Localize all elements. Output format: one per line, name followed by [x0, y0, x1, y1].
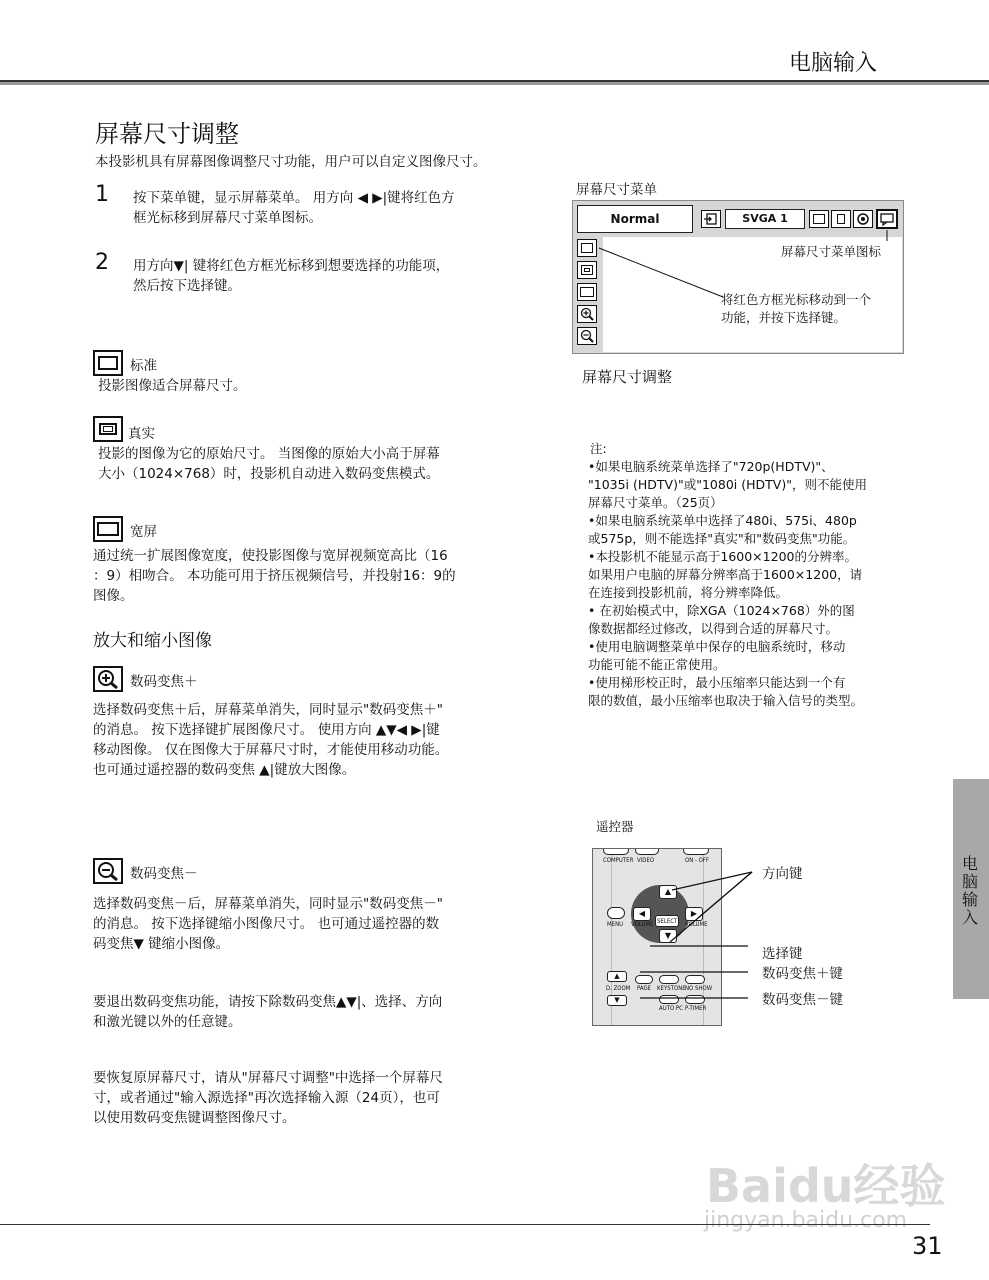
zoom-out-desc: 码变焦▼ 键缩小图像。	[93, 936, 230, 952]
menu-mode-field: Normal	[577, 205, 693, 233]
zoom-out-icon	[93, 858, 123, 884]
remote-label: MENU	[607, 921, 624, 928]
page-title: 屏幕尺寸调整	[95, 120, 239, 148]
up-key[interactable]: ▲	[659, 885, 677, 899]
remote-label: AUTO PC	[659, 1005, 683, 1012]
note-line: 功能可能不能正常使用。	[588, 657, 726, 672]
exit-note: 要退出数码变焦功能，请按下除数码变焦▲▼|、选择、方向	[93, 994, 443, 1010]
zoom-in-name: 数码变焦＋	[130, 674, 198, 690]
side-tab-char: 电	[962, 854, 979, 873]
step-text-line: 然后按下选择键。	[133, 278, 241, 294]
true-mode-icon	[93, 416, 123, 442]
watermark-brand: Baidu经验	[706, 1159, 946, 1213]
zoom-in-desc: 选择数码变焦＋后，屏幕菜单消失，同时显示"数码变焦＋"	[93, 702, 443, 718]
zoom-plus-key-label: 数码变焦＋键	[762, 966, 843, 982]
step-number: 1	[95, 182, 109, 207]
note-line: 如果用户电脑的屏幕分辨率高于1600×1200，请	[588, 567, 863, 582]
mode-desc-true: 投影的图像为它的原始尺寸。 当图像的原始大小高于屏幕	[98, 446, 440, 462]
cursor-label: 功能，并按下选择键。	[721, 310, 847, 325]
mode-desc-true: 大小（1024×768）时，投影机自动进入数码变焦模式。	[98, 466, 440, 482]
remote-label: ON - OFF	[685, 857, 710, 864]
note-line: •如果电脑系统菜单中选择了480i、575i、480p	[588, 513, 857, 528]
note-line: 限的数值，最小压缩率也取决于输入信号的类型。	[588, 693, 864, 708]
d-zoom-plus-key[interactable]: ▲	[607, 971, 627, 982]
remote-label: P-TIMER	[685, 1005, 707, 1012]
wide-mode-icon	[93, 516, 123, 542]
remote-label: PAGE	[637, 985, 652, 992]
mode-name-wide: 宽屏	[130, 524, 157, 540]
notes-title: 注:	[590, 441, 607, 456]
page-number: 31	[912, 1232, 943, 1260]
mode-desc-wide: 通过统一扩展图像宽度，使投影图像与宽屏视频宽高比（16	[93, 548, 448, 564]
remote-label: D. ZOOM	[606, 985, 631, 992]
side-tab-char: 入	[962, 908, 979, 927]
step-text-line: 框光标移到屏幕尺寸菜单图标。	[133, 210, 322, 226]
remote-label: VOLUME	[685, 921, 708, 928]
screen-menu-title: 屏幕尺寸菜单	[576, 182, 657, 198]
zoom-in-icon	[93, 666, 123, 692]
remote-label: KEYSTONE	[657, 985, 686, 992]
remote-label: COMPUTER	[603, 857, 634, 864]
watermark-url: jingyan.baidu.com	[704, 1208, 908, 1233]
side-tab-char: 脑	[962, 872, 979, 891]
cursor-label: 将红色方框光标移动到一个	[721, 292, 872, 307]
intro-text: 本投影机具有屏幕图像调整尺寸功能，用户可以自定义图像尺寸。	[95, 154, 487, 170]
exit-note: 和激光键以外的任意键。	[93, 1014, 242, 1030]
note-line: 或575p，则不能选择"真实"和"数码变焦"功能。	[588, 531, 856, 546]
screen-menu-figure	[572, 200, 904, 354]
mode-desc-wide: 图像。	[93, 588, 134, 604]
remote-leader-lines	[640, 860, 840, 1040]
zoom-out-desc: 的消息。 按下选择键缩小图像尺寸。 也可通过遥控器的数	[93, 916, 440, 932]
zoom-in-desc: 移动图像。 仅在图像大于屏幕尺寸时，才能使用移动功能。	[93, 742, 449, 758]
zoom-minus-key-label: 数码变焦－键	[762, 992, 843, 1008]
side-tab-char: 输	[962, 890, 979, 909]
on-off-button[interactable]	[683, 848, 709, 855]
notes-list	[588, 458, 908, 710]
step-number: 2	[95, 250, 109, 275]
menu-button[interactable]	[607, 907, 625, 919]
mode-name-normal: 标准	[130, 358, 157, 374]
normal-mode-icon	[93, 350, 123, 376]
mode-desc-wide: ：9）相吻合。 本功能可用于挤压视频信号，并投射16：9的	[93, 568, 456, 584]
mode-name-true: 真实	[128, 426, 155, 442]
zoom-in-desc: 也可通过遥控器的数码变焦 ▲|键放大图像。	[93, 762, 356, 778]
note-line: 在连接到投影机前，将分辨率降低。	[588, 585, 789, 600]
note-line: •使用梯形校正时，最小压缩率只能达到一个有	[588, 675, 846, 690]
zoom-out-desc: 选择数码变焦－后，屏幕菜单消失，同时显示"数码变焦－"	[93, 896, 443, 912]
screen-menu-caption: 屏幕尺寸调整	[582, 368, 673, 386]
restore-note: 以使用数码变焦键调整图像尺寸。	[93, 1110, 296, 1126]
remote-title: 遥控器	[596, 819, 634, 834]
remote-label: SELECT	[657, 918, 678, 925]
header-section-title: 电脑输入	[788, 51, 877, 76]
remote-label: VIDEO	[637, 857, 655, 864]
note-line: • 在初始模式中，除XGA（1024×768）外的图	[588, 603, 855, 618]
left-key[interactable]: ◀	[633, 907, 651, 921]
note-line: •如果电脑系统菜单选择了"720p(HDTV)"、	[588, 459, 834, 474]
d-zoom-minus-key[interactable]: ▼	[607, 995, 627, 1006]
remote-label: VOLUME	[631, 921, 654, 928]
restore-note: 要恢复原屏幕尺寸，请从"屏幕尺寸调整"中选择一个屏幕尺	[93, 1070, 443, 1086]
note-line: •使用电脑调整菜单中保存的电脑系统时，移动	[588, 639, 846, 654]
footer-rule	[0, 1224, 930, 1225]
zoom-out-name: 数码变焦－	[130, 866, 198, 882]
video-button[interactable]	[635, 848, 659, 855]
zoom-in-desc: 的消息。 按下选择键扩展图像尺寸。 使用方向 ▲▼◀ ▶|键	[93, 722, 440, 738]
menu-icon-label: 屏幕尺寸菜单图标	[781, 244, 882, 259]
step-text-line: 按下菜单键，显示屏幕菜单。 用方向 ◀ ▶|键将红色方	[133, 190, 455, 206]
down-key[interactable]: ▼	[659, 929, 677, 943]
right-key[interactable]: ▶	[685, 907, 703, 921]
step-text-line: 用方向▼| 键将红色方框光标移到想要选择的功能项，	[133, 258, 450, 274]
header-rule	[0, 80, 989, 85]
note-line: 像数据都经过修改，以得到合适的屏幕尺寸。	[588, 621, 839, 636]
computer-button[interactable]	[603, 848, 629, 855]
remote-label: NO SHOW	[685, 985, 713, 992]
note-line: •本投影机不能显示高于1600×1200的分辨率。	[588, 549, 857, 564]
zoom-heading: 放大和缩小图像	[93, 631, 212, 651]
select-key-label: 选择键	[762, 946, 803, 962]
direction-key-label: 方向键	[762, 866, 803, 882]
menu-leader-lines	[573, 201, 903, 353]
side-tab	[953, 779, 989, 999]
note-line: 屏幕尺寸菜单。（25页）	[588, 495, 723, 510]
restore-note: 寸，或者通过"输入源选择"再次选择输入源（24页），也可	[93, 1090, 440, 1106]
menu-resolution-field: SVGA 1	[725, 209, 805, 229]
note-line: "1035i (HDTV)"或"1080i (HDTV)"，则不能使用	[588, 477, 867, 492]
mode-desc-normal: 投影图像适合屏幕尺寸。	[98, 378, 247, 394]
